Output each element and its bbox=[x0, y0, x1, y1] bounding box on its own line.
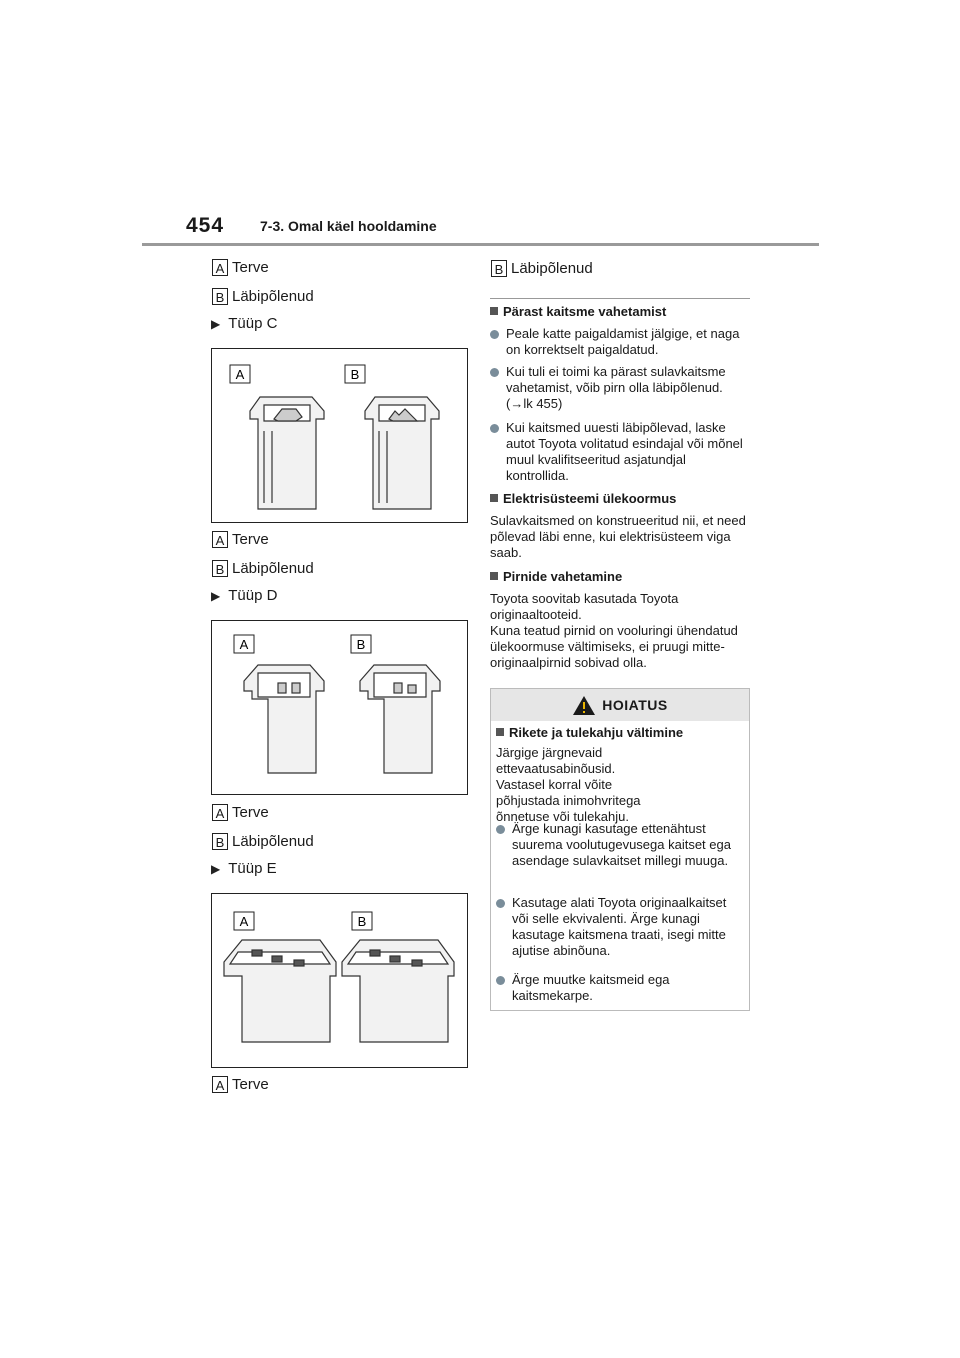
triangle-icon: ▶ bbox=[211, 861, 221, 876]
fuse-type-d-illustration bbox=[212, 621, 467, 794]
fuse-type-c-illustration bbox=[212, 349, 467, 522]
square-bullet-icon bbox=[490, 494, 498, 502]
warning-intro: Järgige järgnevaid ettevaatusabinõusid. Vastasel korral võite põhjustada inimohvritega õnnetuse või tulekahju. bbox=[496, 745, 641, 824]
svg-text:A: A bbox=[239, 637, 249, 652]
bulbs-heading: Pirnide vahetamine bbox=[490, 569, 750, 585]
header-divider bbox=[142, 243, 819, 246]
label-a-2: A Terve bbox=[212, 531, 269, 548]
bullet-icon bbox=[496, 976, 505, 985]
bulbs-body-2: Kuna teatud pirnid on vooluringi ühendatud ülekoormuse vältimiseks, ei pruugi mitte-originaalpirnid sobivad olla. bbox=[490, 623, 738, 670]
overload-heading: Elektrisüsteemi ülekoormus bbox=[490, 491, 750, 507]
bullet-icon bbox=[496, 899, 505, 908]
after-replacement-heading: Pärast kaitsme vahetamist bbox=[490, 304, 750, 320]
figure-type-d bbox=[211, 620, 468, 795]
section-title: 7-3. Omal käel hooldamine bbox=[260, 218, 437, 234]
figure-type-e bbox=[211, 893, 468, 1068]
fuse-type-e-illustration bbox=[212, 894, 467, 1067]
svg-text:A: A bbox=[239, 914, 249, 929]
section-divider bbox=[490, 298, 750, 299]
svg-text:B: B bbox=[356, 637, 366, 652]
page-number: 454 bbox=[186, 214, 225, 237]
type-e-heading: ▶ Tüüp E bbox=[211, 860, 277, 877]
warning-title: HOIATUS bbox=[602, 697, 668, 713]
svg-text:A: A bbox=[235, 367, 245, 382]
label-a-3: A Terve bbox=[212, 804, 269, 821]
figure-type-c bbox=[211, 348, 468, 523]
warning-heading: Rikete ja tulekahju vältimine bbox=[496, 725, 746, 741]
square-bullet-icon bbox=[496, 728, 504, 736]
square-bullet-icon bbox=[490, 572, 498, 580]
label-a-4: A Terve bbox=[212, 1076, 269, 1093]
triangle-icon: ▶ bbox=[211, 316, 221, 331]
label-b-1: B Läbipõlenud bbox=[212, 288, 314, 305]
warning-box: HOIATUS Rikete ja tulekahju vältimine Järgige järgnevaid ettevaatusabinõusid. Vastasel korral võite põhjustada inimohvritega õnnetuse või tulekahju. Ärge kunagi kasutage ettenähtust suurema voolutugevusega kaitset ega asendage sulavkaitset millegi muuga. Kasutage alati Toyota originaalkaitset või selle ekvivalenti. Ärge kunagi kasutage kaitsmena traati, isegi mitte ajutise abinõuna. Ärge muutke kaitsmeid ega kaitsmekarpe. bbox=[490, 688, 750, 1011]
label-b-4: B Läbipõlenud bbox=[491, 260, 593, 277]
bullet-icon bbox=[490, 424, 499, 433]
type-d-heading: ▶ Tüüp D bbox=[211, 587, 278, 604]
square-bullet-icon bbox=[490, 307, 498, 315]
type-c-heading: ▶ Tüüp C bbox=[211, 315, 278, 332]
bulbs-body-1: Toyota soovitab kasutada Toyota originaaltooteid. bbox=[490, 591, 679, 622]
svg-text:B: B bbox=[357, 914, 367, 929]
warning-header bbox=[491, 689, 749, 721]
page-header bbox=[0, 0, 960, 250]
svg-text:B: B bbox=[350, 367, 360, 382]
overload-body: Sulavkaitsmed on konstrueeritud nii, et need põlevad läbi enne, kui elektrisüsteem viga saab. bbox=[490, 513, 746, 560]
label-b-2: B Läbipõlenud bbox=[212, 560, 314, 577]
label-a-1: A Terve bbox=[212, 259, 269, 276]
warning-triangle-icon bbox=[572, 695, 596, 716]
bullet-icon bbox=[490, 368, 499, 377]
bullet-icon bbox=[496, 825, 505, 834]
bullet-icon bbox=[490, 330, 499, 339]
label-b-3: B Läbipõlenud bbox=[212, 833, 314, 850]
triangle-icon: ▶ bbox=[211, 588, 221, 603]
